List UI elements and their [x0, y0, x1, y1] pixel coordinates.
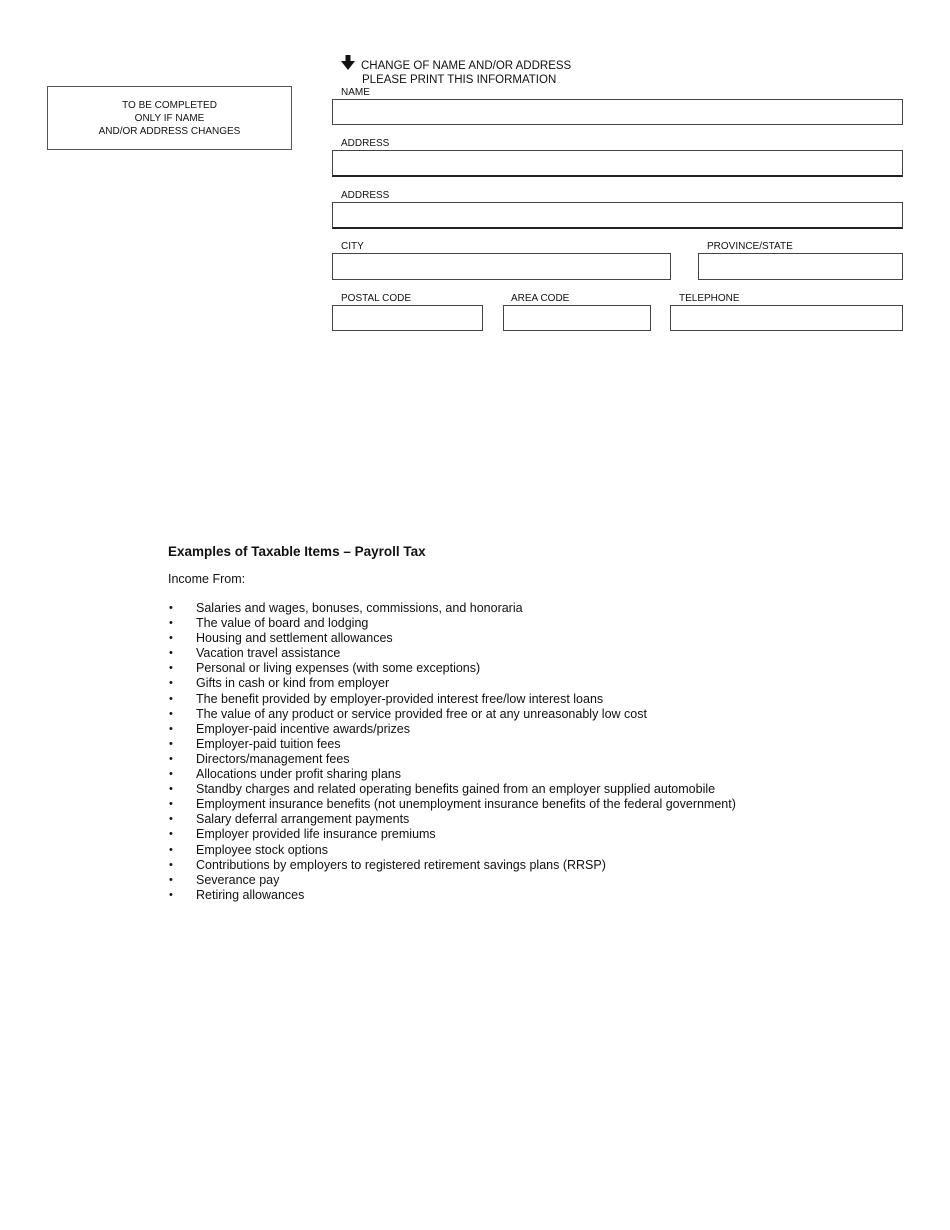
- bullet-icon: •: [169, 828, 173, 841]
- list-item-text: Severance pay: [196, 872, 280, 887]
- postal-code-label: POSTAL CODE: [341, 293, 412, 304]
- bullet-icon: •: [169, 858, 173, 871]
- list-item: [168, 797, 736, 812]
- print-instruction: PLEASE PRINT THIS INFORMATION: [362, 74, 557, 86]
- bullet-icon: •: [169, 873, 173, 886]
- list-item-text: The benefit provided by employer-provided interest free/low interest loans: [196, 691, 604, 706]
- list-item: [168, 843, 736, 858]
- bullet-icon: •: [169, 617, 173, 630]
- bullet-icon: •: [169, 768, 173, 781]
- list-item: [168, 646, 736, 661]
- bullet-icon: •: [169, 752, 173, 765]
- notice-line-2: ONLY IF NAME: [134, 112, 205, 124]
- area-code-label: AREA CODE: [511, 293, 570, 304]
- list-item: [168, 888, 736, 903]
- list-item: [168, 752, 736, 767]
- list-item-text: Standby charges and related operating benefits gained from an employer supplied automobile: [196, 782, 716, 797]
- list-item: [168, 661, 736, 676]
- address-1-input[interactable]: [332, 150, 903, 177]
- bullet-icon: •: [169, 798, 173, 811]
- list-item: [168, 722, 736, 737]
- address-1-label: ADDRESS: [341, 138, 390, 149]
- list-item-text: Employer-paid incentive awards/prizes: [196, 721, 410, 736]
- bullet-icon: •: [169, 888, 173, 901]
- list-item: [168, 858, 736, 873]
- bullet-icon: •: [169, 813, 173, 826]
- list-item: [168, 873, 736, 888]
- list-item: [168, 676, 736, 691]
- telephone-input[interactable]: [670, 305, 903, 331]
- list-item-text: Housing and settlement allowances: [196, 631, 393, 646]
- list-item: [168, 616, 736, 631]
- bullet-icon: •: [169, 843, 173, 856]
- list-item: [168, 737, 736, 752]
- bullet-icon: •: [169, 662, 173, 675]
- list-item-text: Employment insurance benefits (not unemployment insurance benefits of the federal government): [196, 797, 736, 812]
- list-item-text: Employer provided life insurance premiums: [196, 827, 436, 842]
- list-item-text: Employer-paid tuition fees: [196, 736, 341, 751]
- list-item: [168, 631, 736, 646]
- taxable-items-title: Examples of Taxable Items – Payroll Tax: [168, 544, 426, 559]
- income-from-label: Income From:: [168, 572, 246, 586]
- bullet-icon: •: [169, 783, 173, 796]
- address-2-label: ADDRESS: [341, 190, 390, 201]
- area-code-input[interactable]: [503, 305, 651, 331]
- notice-box: [47, 86, 292, 150]
- list-item: [168, 812, 736, 827]
- city-input[interactable]: [332, 253, 671, 280]
- list-item-text: Salaries and wages, bonuses, commissions, and honoraria: [196, 601, 523, 615]
- province-state-input[interactable]: [698, 253, 903, 280]
- bullet-icon: •: [169, 692, 173, 705]
- list-item-text: Allocations under profit sharing plans: [196, 767, 401, 782]
- list-item-text: The value of board and lodging: [196, 616, 369, 631]
- list-item: [168, 767, 736, 782]
- bullet-icon: •: [169, 602, 173, 614]
- list-item-text: Employee stock options: [196, 842, 329, 857]
- list-item: [168, 782, 736, 797]
- telephone-label: TELEPHONE: [679, 293, 740, 304]
- bullet-icon: •: [169, 632, 173, 645]
- list-item-text: Personal or living expenses (with some exceptions): [196, 661, 481, 676]
- list-item: [168, 707, 736, 722]
- city-label: CITY: [341, 241, 364, 252]
- name-label: NAME: [341, 87, 370, 98]
- name-input[interactable]: [332, 99, 903, 125]
- notice-line-3: AND/OR ADDRESS CHANGES: [98, 125, 241, 137]
- list-item-text: Contributions by employers to registered retirement savings plans (RRSP): [196, 857, 606, 872]
- province-state-label: PROVINCE/STATE: [707, 241, 793, 252]
- change-of-address-heading: CHANGE OF NAME AND/OR ADDRESS: [361, 60, 572, 72]
- bullet-icon: •: [169, 722, 173, 735]
- bullet-icon: •: [169, 707, 173, 720]
- list-item-text: Gifts in cash or kind from employer: [196, 676, 390, 691]
- notice-line-1: TO BE COMPLETED: [122, 99, 217, 111]
- postal-code-input[interactable]: [332, 305, 483, 331]
- taxable-items-list: [168, 601, 736, 903]
- bullet-icon: •: [169, 647, 173, 660]
- list-item-text: The value of any product or service provided free or at any unreasonably low cost: [196, 706, 647, 721]
- arrow-down-icon: [341, 55, 355, 71]
- list-item-text: Vacation travel assistance: [196, 646, 341, 661]
- bullet-icon: •: [169, 737, 173, 750]
- address-2-input[interactable]: [332, 202, 903, 229]
- list-item: [168, 601, 736, 616]
- list-item-text: Directors/management fees: [196, 751, 350, 766]
- list-item-text: Salary deferral arrangement payments: [196, 812, 410, 827]
- list-item: [168, 692, 736, 707]
- list-item: [168, 827, 736, 842]
- list-item-text: Retiring allowances: [196, 887, 305, 902]
- bullet-icon: •: [169, 677, 173, 690]
